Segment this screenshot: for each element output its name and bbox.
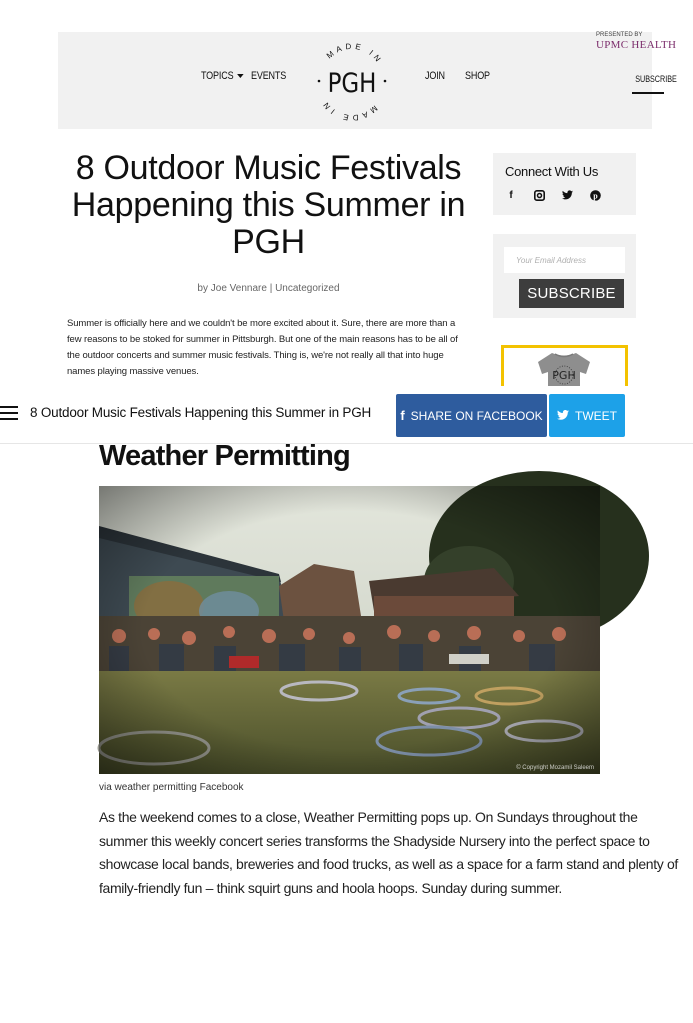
chevron-down-icon [237, 74, 244, 78]
shop-ad[interactable] [501, 345, 628, 387]
svg-text:PGH: PGH [327, 67, 377, 99]
share-facebook-label: SHARE ON FACEBOOK [410, 408, 543, 423]
header-subscribe-link[interactable]: SUBSCRIBE [632, 64, 664, 94]
made-in-pgh-logo[interactable] [313, 35, 391, 125]
nav-events[interactable]: EVENTS [251, 70, 287, 82]
photo-caption: via weather permitting Facebook [99, 782, 244, 793]
subscribe-button[interactable]: SUBSCRIBE [519, 279, 624, 308]
presented-by-label: PRESENTED BY [596, 32, 643, 38]
svg-text:MADE IN: MADE IN [319, 98, 380, 123]
intro-paragraph: Summer is officially here and we couldn't be more excited about it. Sure, there are more than a few reasons to be stoked for summer in Pittsburgh. But one of the main reasons has to be all of the outdoor concerts and summer music festivals. Thing is, we're not really all that into huge names playing massive venues. [67, 318, 458, 377]
nav-join[interactable]: JOIN [425, 70, 445, 82]
connect-title: Connect With Us [505, 164, 599, 179]
article-title-line: PGH [232, 223, 305, 261]
nav-topics-label: TOPICS [201, 70, 234, 82]
facebook-icon[interactable]: f [509, 189, 513, 201]
sticky-title: 8 Outdoor Music Festivals Happening this Summer in PGH [30, 405, 372, 420]
event-photo [99, 486, 600, 774]
photo-credit: © Copyright Mozamil Saleem [516, 765, 594, 771]
section-heading: Weather Permitting [99, 440, 350, 472]
byline: by Joe Vennare | Uncategorized [197, 283, 340, 294]
twitter-icon[interactable] [560, 188, 574, 202]
instagram-icon[interactable] [532, 188, 546, 202]
svg-text:p: p [592, 190, 598, 200]
site-header [58, 32, 677, 129]
svg-text:MADE IN: MADE IN [324, 41, 385, 66]
twitter-icon [557, 408, 569, 423]
tweet-label: TWEET [575, 408, 617, 423]
article-title-line: Happening this Summer in [71, 186, 466, 224]
tshirt-image [504, 348, 625, 390]
newsletter-widget [493, 234, 636, 318]
tweet-button[interactable] [549, 394, 625, 437]
article-title [66, 150, 471, 261]
svg-text:PGH: PGH [552, 369, 576, 382]
nav-topics[interactable] [201, 70, 243, 82]
hamburger-menu-icon[interactable] [0, 406, 18, 420]
pinterest-icon[interactable] [588, 188, 602, 202]
facebook-icon: f [400, 408, 405, 423]
section-body: As the weekend comes to a close, Weather Permitting pops up. On Sundays throughout the summer this weekly concert series transforms the Shadyside Nursery into the perfect space to showcase local bands, breweries and food trucks, as well as a space for a farm stand and plenty of family-friendly fun – think squirt guns and hoola hoops. Sunday during summer. [99, 809, 678, 896]
connect-widget [493, 153, 636, 215]
share-facebook-button[interactable] [396, 394, 547, 437]
nav-shop[interactable]: SHOP [465, 70, 490, 82]
sponsor-logo[interactable]: UPMC HEALTH [596, 39, 677, 51]
sticky-share-bar [0, 386, 693, 444]
email-field[interactable] [504, 247, 625, 273]
article-title-line: 8 Outdoor Music Festivals [75, 149, 462, 187]
